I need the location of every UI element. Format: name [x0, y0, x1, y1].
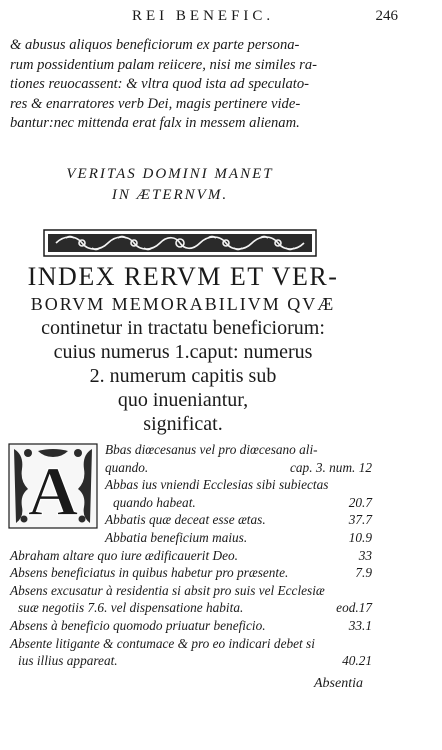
page-header: [92, 8, 398, 30]
index-title-line: cuius numerus 1.caput: numerus: [53, 341, 313, 363]
index-entry: [10, 441, 372, 459]
index-entry: [10, 547, 372, 565]
motto-line: VERITAS DOMINI MANET: [66, 166, 274, 182]
page-number: 246: [375, 8, 398, 24]
index-entry: [10, 476, 372, 494]
motto-line: IN ÆTERNVM.: [111, 187, 229, 203]
index-entry: [10, 459, 372, 477]
index-title-line: 2. numerum capitis sub: [89, 365, 277, 387]
initial-letter-A: A: [27, 454, 79, 529]
index-title: [8, 262, 358, 436]
entry-ref: cap. 3. num. 12: [290, 459, 372, 475]
entry-ref: 33.1: [348, 617, 372, 633]
index-entry: [10, 635, 372, 653]
index-entry: [10, 564, 372, 582]
entry-text: Abraham altare quo iure ædificauerit Deo.: [10, 547, 238, 563]
index-entries: [10, 441, 372, 670]
entry-text: Abbatis quæ deceat esse ætas.: [105, 512, 266, 528]
index-entry: [10, 494, 372, 512]
entry-text: suæ negotiis 7.6. vel dispensatione habita.: [18, 600, 244, 616]
entry-ref: 37.7: [348, 512, 372, 528]
entry-ref: 33: [358, 547, 372, 563]
index-entry: [10, 582, 372, 600]
motto: [40, 164, 300, 206]
index-entry: [10, 511, 372, 529]
entry-text: Absens à beneficio quomodo priuatur beneficio.: [10, 617, 266, 633]
entry-text: quando habeat.: [113, 494, 196, 510]
index-entry: [10, 617, 372, 635]
index-entry: [10, 529, 372, 547]
index-title-line: quo inueniantur,: [117, 389, 249, 411]
entry-ref: 40.21: [342, 653, 372, 669]
entry-text: ius illius appareat.: [18, 653, 118, 669]
running-title: REI BENEFIC.: [132, 8, 275, 24]
entry-text: quando.: [105, 459, 149, 475]
paragraph-line: bantur:nec mittenda erat falx in messem alienam.: [10, 115, 300, 131]
entry-text: Absens excusatur à residentia si absit pro suis vel Ecclesiæ: [10, 582, 325, 598]
paragraph-line: tiones reuocassent: & vltra quod ista ad speculato-: [10, 76, 310, 92]
index-entry: [10, 652, 372, 670]
index-title-line: significat.: [143, 413, 223, 435]
index-title-line: continetur in tractatu beneficiorum:: [41, 317, 325, 339]
entry-ref: eod.17: [336, 600, 372, 616]
entry-text: Abbas ius vniendi Ecclesias sibi subiectas: [105, 477, 329, 493]
index-entry: [10, 599, 372, 617]
entry-ref: 10.9: [348, 529, 372, 545]
entry-ref: 7.9: [355, 565, 372, 581]
entry-text: Abbatia beneficium maius.: [105, 529, 248, 545]
entry-text: Absente litigante & contumace & pro eo indicari debet si: [10, 635, 315, 651]
paragraph-line: res & enarratores verb Dei, magis pertinere vide-: [10, 95, 301, 112]
index-title-line: BORVM MEMORABILIVM QVÆ: [30, 294, 336, 314]
entry-text: Absens beneficiatus in quibus habetur pro præsente.: [10, 565, 289, 581]
index-title-line: INDEX RERVM ET VER-: [27, 262, 339, 291]
entry-text: Bbas diœcesanus vel pro diœcesano ali-: [105, 442, 318, 457]
decorative-headpiece: [42, 228, 318, 258]
catchword: Absentia: [314, 676, 363, 691]
entry-ref: 20.7: [348, 494, 372, 510]
closing-paragraph: [10, 36, 350, 134]
paragraph-line: & abusus aliquos beneficiorum ex parte persona-: [10, 37, 300, 53]
paragraph-line: rum possidentium palam reiicere, nisi me similes ra-: [10, 56, 317, 73]
